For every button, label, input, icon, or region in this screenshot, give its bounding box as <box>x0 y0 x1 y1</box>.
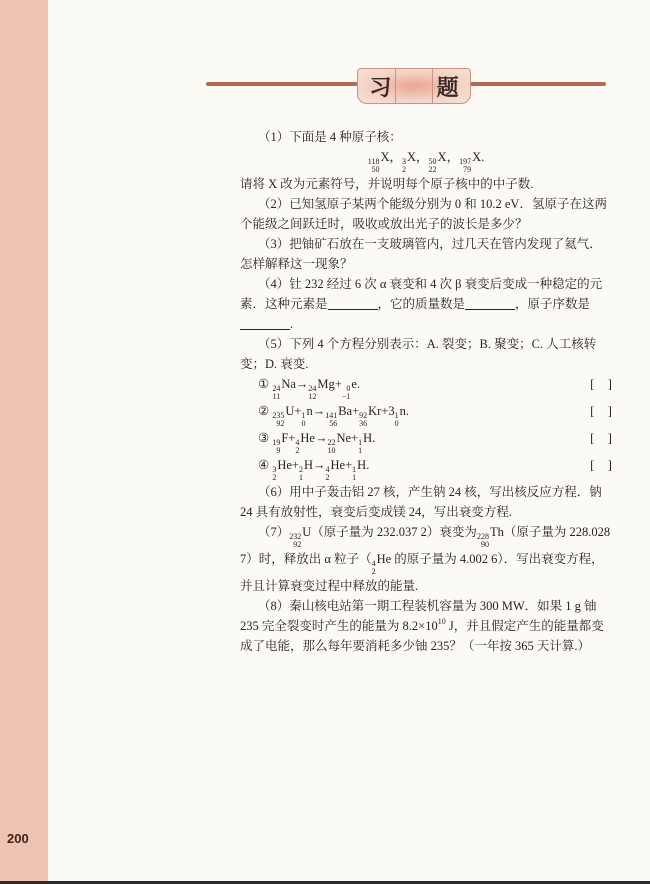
q6-line1: （6）用中子轰击铝 27 核，产生钠 24 核，写出核反应方程．钠 24 具有放 <box>240 485 602 519</box>
mass-number: 1 <box>358 438 363 447</box>
atomic-number: 1 <box>298 473 303 482</box>
element-symbol: X <box>437 150 447 164</box>
atomic-number: 9 <box>276 446 281 455</box>
equation-number: ④ <box>258 458 273 472</box>
mass-number: 22 <box>327 438 336 447</box>
q4-text: . <box>290 317 294 331</box>
nuclide <box>352 458 367 482</box>
q3-line2: 这一现象？ <box>290 257 353 271</box>
mass-number: 141 <box>325 411 338 420</box>
mass-number: 1 <box>352 465 357 474</box>
q1-tail: 请将 X 改为元素符号，并说明每个原子核中的中子数. <box>240 177 534 191</box>
mass-number: 228 <box>476 532 489 541</box>
q4-text: 素是 <box>302 297 328 311</box>
atomic-number: 1 <box>352 473 357 482</box>
mass-number: 24 <box>272 384 281 393</box>
heading-rule-right <box>468 82 606 86</box>
atomic-number: 2 <box>325 473 330 482</box>
q8-text: 变时产生的能量为 8.2×10 <box>299 619 438 633</box>
element-symbol: He <box>277 458 292 472</box>
element-symbol: He <box>300 431 315 445</box>
q2-line2: 间跃迁时，吸收或放出光子的波长是多少？ <box>290 217 528 231</box>
q4-line1: （4）钍 232 经过 6 次 α 衰变和 4 次 β 衰变后变成一种稳定的元素．这种元 <box>240 277 603 311</box>
mass-number: 19 <box>272 438 281 447</box>
page-number: 200 <box>7 831 29 846</box>
q8-line1: （8）秦山核电站第一期工程装机容量为 300 MW．如果 1 g 铀 235 完全裂 <box>240 599 597 633</box>
operator: + <box>294 404 302 418</box>
text: 的原子量为 4.002 6）．写出衰变方程，并且计算衰变过 <box>240 552 604 593</box>
operator: → <box>314 431 328 445</box>
equation-2 <box>258 401 409 428</box>
operator: . <box>372 431 376 445</box>
nuclide <box>327 431 352 455</box>
atomic-number: 1 <box>358 446 363 455</box>
nuclide <box>325 458 346 482</box>
nuclide <box>289 525 312 549</box>
nuclide <box>301 404 313 428</box>
q5-line2: 变. <box>292 357 309 371</box>
element-symbol: Th <box>489 525 504 539</box>
nuclide <box>367 150 390 174</box>
answer-bracket-1[interactable]: [ ] <box>590 376 612 391</box>
atomic-number: 2 <box>371 567 376 576</box>
mass-number: 24 <box>308 384 317 393</box>
equation-row-2 <box>240 401 612 428</box>
q4 <box>240 274 612 334</box>
equation-1 <box>258 374 360 401</box>
answer-bracket-3[interactable]: [ ] <box>590 430 612 445</box>
atomic-number: 50 <box>371 165 380 174</box>
nuclide <box>272 377 296 401</box>
atomic-number: 2 <box>402 165 406 174</box>
operator: + <box>351 431 359 445</box>
nuclide <box>394 404 406 428</box>
element-symbol: n <box>306 404 313 418</box>
operator: + <box>345 458 353 472</box>
element-symbol: n <box>399 404 406 418</box>
mass-number: 3 <box>402 157 406 166</box>
element-symbol: Mg <box>317 377 335 391</box>
operator: + <box>291 458 299 472</box>
nuclide <box>428 150 447 174</box>
mass-number: 50 <box>428 157 437 166</box>
mass-number: 118 <box>367 157 380 166</box>
q3-line1: （3）把铀矿石放在一支玻璃管内，过几天在管内发现了氦气．怎样解释 <box>240 237 602 271</box>
nuclide <box>298 458 314 482</box>
atomic-number: 36 <box>359 419 368 428</box>
nuclide <box>359 404 382 428</box>
atomic-number: 92 <box>276 419 285 428</box>
mass-number: 1 <box>301 411 306 420</box>
nuclide <box>295 431 315 455</box>
nuclide <box>402 150 417 174</box>
equation-number: ② <box>258 404 273 418</box>
atomic-number: 11 <box>272 392 281 401</box>
equation-4 <box>258 455 369 482</box>
operator: → <box>295 377 309 391</box>
element-symbol: He <box>376 552 392 566</box>
equation-row-3 <box>240 428 612 455</box>
text: （原子量为 232.037 2）衰变为 <box>311 525 477 539</box>
q8-text: J，并且假定产生的能量都变成了电能，那么每 <box>240 619 604 653</box>
atomic-number: 2 <box>295 446 300 455</box>
nuclide <box>272 404 295 428</box>
mass-number: 4 <box>295 438 300 447</box>
q1-nuclides <box>240 147 612 174</box>
element-symbol: X <box>472 150 482 164</box>
q5-equations <box>240 374 612 482</box>
mass-number: 2 <box>298 465 303 474</box>
q7 <box>240 522 612 596</box>
separator: ， <box>416 150 429 164</box>
atomic-number: 22 <box>428 165 437 174</box>
q7-line3: 程中释放的能量. <box>327 579 419 593</box>
answer-bracket-2[interactable]: [ ] <box>590 403 612 418</box>
atomic-number: 2 <box>272 473 277 482</box>
equation-number: ③ <box>258 431 273 445</box>
element-symbol: H <box>303 458 314 472</box>
answer-blank-element[interactable] <box>328 297 378 310</box>
element-symbol: H <box>357 458 367 472</box>
page-margin-strip <box>0 0 48 882</box>
element-symbol: X <box>407 150 417 164</box>
q3 <box>240 234 612 274</box>
operator: . <box>405 404 410 418</box>
q8-line3: 年要消耗多少铀 235？（一年按 365 天计算.） <box>340 639 591 653</box>
exercise-list <box>240 127 612 656</box>
nuclide <box>476 525 504 549</box>
element-symbol: U <box>302 525 312 539</box>
mass-number: 4 <box>325 465 330 474</box>
separator: ， <box>389 150 402 164</box>
answer-blank-atomic-number[interactable] <box>240 317 290 330</box>
mass-number: 3 <box>272 465 277 474</box>
operator: + <box>334 377 342 391</box>
answer-blank-mass-number[interactable] <box>465 297 515 310</box>
mass-number: 0 <box>346 384 351 393</box>
element-symbol: Kr <box>368 404 382 418</box>
equation-3 <box>258 428 375 455</box>
atomic-number: −1 <box>341 392 351 401</box>
operator: . <box>356 377 361 391</box>
element-symbol: X <box>380 150 390 164</box>
operator: + <box>288 431 296 445</box>
operator: . <box>366 458 370 472</box>
equation-row-4 <box>240 455 612 482</box>
mass-number: 1 <box>394 411 399 420</box>
nuclide <box>371 552 392 576</box>
atomic-number: 0 <box>301 419 306 428</box>
q4-text: ，它的质量数是 <box>377 297 466 311</box>
element-symbol: e <box>351 377 357 391</box>
element-symbol: U <box>285 404 295 418</box>
mass-number: 232 <box>289 532 302 541</box>
operator: +3 <box>381 404 395 418</box>
nuclide <box>308 377 335 401</box>
q6 <box>240 482 612 522</box>
q5 <box>240 334 612 374</box>
equation-row-1 <box>240 374 612 401</box>
nuclide <box>358 431 373 455</box>
atomic-number: 12 <box>308 392 317 401</box>
q4-text: ，原子序数是 <box>515 297 591 311</box>
q8 <box>240 596 612 656</box>
separator: ， <box>446 150 460 164</box>
separator: . <box>481 150 485 164</box>
atomic-number: 92 <box>293 540 302 549</box>
q8-exponent: 10 <box>437 617 446 626</box>
element-symbol: He <box>330 458 346 472</box>
equation-number: ① <box>258 377 273 391</box>
heading-rule-left <box>206 82 358 86</box>
atomic-number: 90 <box>480 540 489 549</box>
element-symbol: Ba <box>338 404 353 418</box>
q6-line2: 射性，衰变后变成镁 24，写出衰变方程. <box>293 505 512 519</box>
element-symbol: F <box>281 431 289 445</box>
exercises-heading <box>357 68 471 104</box>
atomic-number: 10 <box>327 446 336 455</box>
mass-number: 197 <box>459 157 472 166</box>
atomic-number: 79 <box>463 165 472 174</box>
nuclide <box>341 377 357 401</box>
mass-number: 235 <box>272 411 285 420</box>
nuclide <box>272 458 292 482</box>
q2-line1: （2）已知氢原子某两个能级分别为 0 和 10.2 eV．氢原子在这两个能级之 <box>240 197 607 231</box>
operator: → <box>313 458 326 472</box>
q1-intro: （1）下面是 4 种原子核： <box>258 130 402 144</box>
operator: + <box>352 404 360 418</box>
q5-line1: （5）下列 4 个方程分别表示：A. 裂变；B. 聚变；C. 人工核转变；D. 衰 <box>240 337 597 371</box>
atomic-number: 56 <box>329 419 338 428</box>
mass-number: 92 <box>359 411 368 420</box>
answer-bracket-4[interactable]: [ ] <box>590 457 612 472</box>
heading-char: 习 <box>369 75 392 101</box>
nuclide <box>459 150 482 174</box>
text: 释放出 α 粒子（ <box>283 552 372 566</box>
nuclide <box>325 404 353 428</box>
element-symbol: H <box>363 431 373 445</box>
element-symbol: Na <box>281 377 296 391</box>
nuclide <box>272 431 289 455</box>
text: （原子量为 228.028 7）时， <box>240 525 611 566</box>
atomic-number: 0 <box>394 419 399 428</box>
q2 <box>240 194 612 234</box>
heading-char: 题 <box>436 75 459 101</box>
text: （7） <box>258 525 290 539</box>
element-symbol: Ne <box>336 431 352 445</box>
mass-number: 4 <box>371 559 376 568</box>
operator: → <box>312 404 326 418</box>
